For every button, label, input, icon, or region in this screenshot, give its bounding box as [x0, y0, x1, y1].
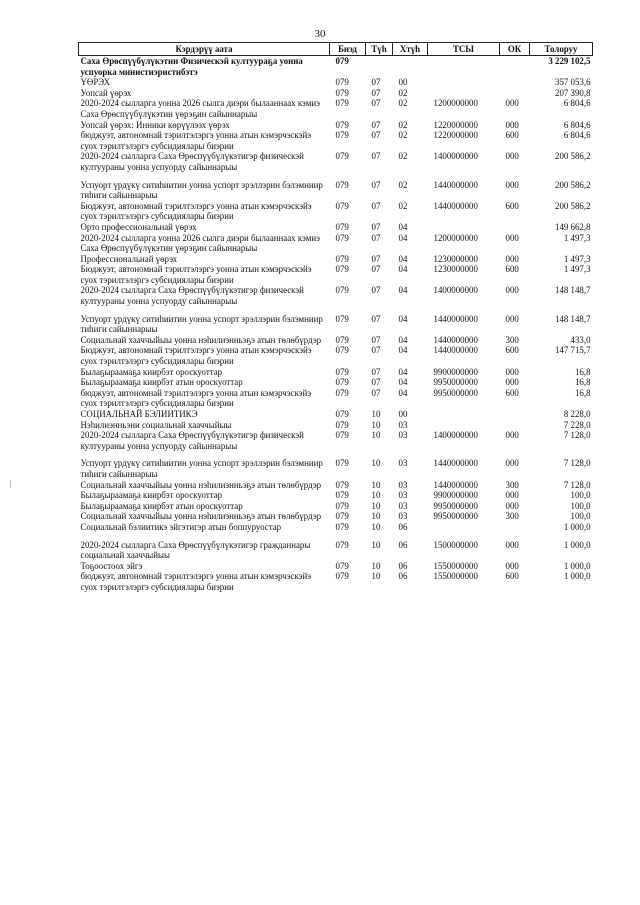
table-row: [79, 120, 593, 131]
row-b: 079: [335, 458, 349, 469]
row-amount: 1 000,0: [563, 521, 591, 532]
row-amount: 7 128,0: [563, 430, 591, 441]
row-name: Успуорт үрдүкү ситиһиитин уонна успорт эрэллэрин бэлэмниир тиһиги сайыннарыы: [80, 179, 323, 201]
row-x: 04: [398, 387, 408, 398]
table-row: [79, 77, 593, 88]
row-tsy: 1440000000: [433, 313, 478, 324]
header-name: Кэрдэрүү аата: [79, 43, 330, 56]
row-name: Социальнай хааччыйыы уонна нэһилиэнньэҕэ атын төлөбүрдэр: [80, 511, 322, 522]
table-row: [79, 130, 593, 151]
table-row: [79, 480, 593, 491]
row-tsy: 1230000000: [433, 253, 478, 264]
page-number: 30: [314, 28, 326, 40]
row-name: ҮӨРЭХ: [80, 77, 111, 88]
header-ok: ОК: [500, 43, 530, 56]
row-amount: 6 804,6: [563, 98, 591, 109]
row-name: Профессиональнай үөрэх: [80, 253, 178, 264]
row-ok: 600: [505, 130, 519, 141]
row-b: 079: [335, 253, 349, 264]
row-ok: 600: [505, 200, 519, 211]
row-ok: [500, 77, 530, 88]
row-b: 079: [335, 490, 349, 501]
row-amount: 6 804,6: [563, 130, 591, 141]
table-row: [79, 307, 593, 335]
row-t: 07: [371, 98, 381, 109]
row-x: 06: [398, 560, 408, 571]
table-row: [79, 561, 593, 572]
row-name: Бюджуэт, автономнай тэрилтэлэргэ уонна атын кэмэрчэскэйэ суох тэрилтэлэргэ субсидиялары биэрии: [80, 200, 312, 222]
row-tsy: [428, 77, 500, 88]
row-name: Бюджуэт, автономнай тэрилтэлэргэ уонна атын кэмэрчэскэйэ суох тэрилтэлэргэ субсидиялары биэрии: [80, 345, 312, 367]
row-b: 079: [335, 430, 349, 441]
row-name: 2020-2024 сылларга Саха Өрөспүүбүлүкэтигэр гражданнары социальнай хааччыйыы: [80, 539, 311, 561]
row-ok: 000: [505, 119, 519, 130]
row-name: Былаҕыраамаҕа киирбэт атын ороскуоттар: [80, 500, 243, 511]
row-name: Социальнай бэлиитикэ эйгэтигэр атын боппуруостар: [80, 521, 282, 532]
row-ok: 000: [505, 366, 519, 377]
row-x: 04: [398, 221, 408, 232]
row-name: Уопсай үөрэх: [80, 87, 132, 98]
row-amount: 8 228,0: [563, 409, 591, 419]
header-t: Түһ: [366, 43, 393, 56]
table-row: [79, 345, 593, 366]
table-row: [79, 173, 593, 201]
row-x: 04: [398, 264, 408, 275]
row-tsy: [428, 88, 500, 99]
row-t: 07: [371, 200, 381, 211]
row-ok: 000: [505, 285, 519, 296]
row-x: 04: [398, 377, 408, 388]
row-t: 10: [371, 560, 381, 571]
header-tsy: ТСЫ: [428, 43, 500, 56]
row-x: 03: [398, 430, 408, 441]
table-row: [79, 98, 593, 119]
row-x: 04: [398, 334, 408, 345]
row-t: 10: [371, 500, 381, 511]
row-ok: 600: [505, 345, 519, 356]
row-tsy: 1550000000: [433, 571, 478, 582]
row-name: Былаҕыраамаҕа киирбэт ороскуоттар: [80, 366, 223, 377]
row-t: 07: [371, 179, 381, 190]
row-b: 079: [335, 366, 349, 377]
table-row: [79, 430, 593, 451]
row-t: 07: [371, 313, 381, 324]
table-row: [79, 522, 593, 533]
row-amount: 200 586,2: [555, 179, 591, 190]
row-tsy: [428, 409, 500, 420]
row-name: Успуорт үрдүкү ситиһиитин уонна успорт эрэллэрин бэлэмниир тиһиги сайыннарыы: [80, 458, 323, 479]
row-t: 07: [371, 77, 381, 88]
row-t: 07: [371, 221, 381, 232]
row-tsy: 1440000000: [433, 345, 478, 356]
row-b: 079: [335, 539, 349, 550]
row-b: 079: [335, 479, 349, 490]
row-tsy: 1440000000: [433, 200, 478, 211]
row-ok: 600: [505, 387, 519, 398]
row-ok: 600: [505, 571, 519, 582]
table-row: [79, 285, 593, 306]
row-ok: 000: [505, 179, 519, 190]
row-amount: 16,8: [574, 377, 591, 388]
row-name: Орто профессиональнай үөрэх: [80, 221, 197, 232]
table-row: [79, 233, 593, 254]
row-tsy: 1230000000: [433, 264, 478, 275]
row-amount: 1 000,0: [563, 560, 591, 571]
table-header-row: [79, 43, 593, 56]
row-b: 079: [335, 571, 349, 582]
row-name: Уопсай үөрэх: Инники көрүүлээх үөрэх: [80, 119, 230, 130]
row-name: Былаҕыраамаҕа киирбэт атын ороскуоттар: [80, 377, 243, 388]
row-amount: 147 715,7: [555, 345, 591, 356]
row-name: бюджуэт, автономнай тэрилтэлэргэ уонна атын кэмэрчэскэйэ суох тэрилтэлэргэ субсидиялары биэрии: [80, 387, 312, 409]
row-b: 079: [335, 500, 349, 511]
row-t: 07: [371, 334, 381, 345]
row-b: 079: [335, 387, 349, 398]
row-ok: [500, 409, 530, 420]
row-t: [366, 56, 393, 78]
row-t: 07: [371, 285, 381, 296]
row-amount: 6 804,6: [563, 119, 591, 130]
row-amount: 7 128,0: [563, 458, 591, 469]
row-tsy: 1400000000: [433, 430, 478, 441]
row-x: 04: [398, 313, 408, 324]
row-x: 00: [398, 77, 408, 88]
row-ok: [500, 88, 530, 99]
row-b: 079: [335, 221, 349, 232]
row-ok: [500, 56, 530, 78]
row-name: 2020-2024 сылларга уонна 2026 сылга диэри былааннаах кэмиэ Саха Өрөспүүбүлүкэтин үөрэҕин сайыннарыы: [80, 232, 320, 254]
header-b: Биэд: [330, 43, 366, 56]
row-t: 07: [371, 119, 381, 130]
row-b: 079: [335, 377, 349, 388]
row-ok: [500, 222, 530, 233]
row-t: 07: [371, 345, 381, 356]
row-ok: 000: [505, 377, 519, 388]
row-b: 079: [335, 560, 349, 571]
row-b: 079: [335, 151, 349, 162]
row-amount: 149 662,8: [555, 221, 591, 232]
row-b: 079: [335, 313, 349, 324]
row-b: 079: [335, 409, 349, 419]
row-t: 10: [371, 490, 381, 501]
row-amount: 1 497,3: [563, 253, 591, 264]
table-row: [79, 490, 593, 501]
row-x: 03: [398, 479, 408, 490]
row-tsy: 9900000000: [433, 490, 478, 501]
table-row: [79, 377, 593, 388]
row-amount: 100,0: [570, 490, 591, 501]
row-b: 079: [335, 264, 349, 275]
row-name: 2020-2024 сылларга уонна 2026 сылга диэри былааннаах кэмиэ Саха Өрөспүүбүлүкэтин үөрэҕин сайыннарыы: [80, 98, 320, 119]
row-name: бюджуэт, автономнай тэрилтэлэргэ уонна атын кэмэрчэскэйэ суох тэрилтэлэргэ субсидиялары биэрии: [80, 130, 312, 151]
table-row: [79, 201, 593, 222]
row-amount: 433,0: [570, 334, 591, 345]
row-b: 079: [335, 345, 349, 356]
row-t: 10: [371, 479, 381, 490]
row-b: 079: [335, 200, 349, 211]
row-tsy: 1500000000: [433, 539, 478, 550]
row-amount: 200 586,2: [555, 151, 591, 162]
row-x: 02: [398, 130, 408, 141]
row-ok: [500, 522, 530, 533]
row-tsy: 1440000000: [433, 334, 478, 345]
row-b: 079: [335, 179, 349, 190]
row-ok: 000: [505, 539, 519, 550]
budget-table: [78, 42, 593, 593]
row-x: 04: [398, 366, 408, 377]
table-row: [79, 571, 593, 592]
row-amount: 16,8: [574, 387, 591, 398]
row-name: 2020-2024 сылларга Саха Өрөспүүбүлүкэтигэр физическэй култуураны уонна успуорду сайыннарыы: [80, 285, 304, 307]
row-x: 06: [398, 521, 408, 532]
row-t: 10: [371, 458, 381, 469]
row-name: Былаҕыраамаҕа киирбэт ороскуоттар: [80, 490, 223, 501]
row-ok: 000: [505, 458, 519, 469]
table-row: [79, 151, 593, 172]
row-t: 10: [371, 571, 381, 582]
row-amount: 200 586,2: [555, 200, 591, 211]
row-x: 03: [398, 490, 408, 501]
row-b: 079: [335, 232, 349, 243]
row-ok: 000: [505, 490, 519, 501]
row-tsy: 1400000000: [433, 151, 478, 162]
row-amount: 207 390,8: [555, 87, 591, 98]
row-t: 07: [371, 253, 381, 264]
row-ok: 300: [505, 511, 519, 522]
row-name: СОЦИАЛЬНАЙ БЭЛИИТИКЭ: [80, 409, 198, 419]
row-amount: 1 000,0: [563, 539, 591, 550]
row-name: Тоҕоостоох эйгэ: [80, 560, 143, 571]
row-amount: 148 148,7: [555, 313, 591, 324]
row-amount: 357 053,6: [555, 77, 591, 88]
row-ok: 000: [505, 232, 519, 243]
table-row: [79, 388, 593, 409]
row-t: 07: [371, 130, 381, 141]
row-name: бюджуэт, автономнай тэрилтэлэргэ уонна атын кэмэрчэскэйэ суох тэрилтэлэргэ субсидиялары биэрии: [80, 571, 312, 592]
row-t: 07: [371, 232, 381, 243]
row-b: 079: [335, 511, 349, 522]
row-t: 10: [371, 511, 381, 522]
row-tsy: 1440000000: [433, 458, 478, 469]
row-t: 07: [371, 87, 381, 98]
row-amount: 1 497,3: [563, 232, 591, 243]
row-amount: 1 000,0: [563, 571, 591, 582]
row-amount: 100,0: [570, 500, 591, 511]
row-amount: 3 229 102,5: [548, 56, 591, 66]
row-tsy: [428, 222, 500, 233]
table-row: [79, 254, 593, 265]
row-ok: [500, 420, 530, 431]
row-x: 06: [398, 539, 408, 550]
row-name: Успуорт үрдүкү ситиһиитин уонна успорт эрэллэрин бэлэмниир тиһиги сайыннарыы: [80, 313, 323, 335]
row-b: 079: [335, 87, 349, 98]
row-amount: 7 228,0: [563, 419, 591, 430]
row-ok: 000: [505, 560, 519, 571]
row-tsy: 9950000000: [433, 500, 478, 511]
table-row: [79, 409, 593, 420]
row-name: Социальнай хааччыйыы уонна нэһилиэнньэҕэ атын төлөбүрдэр: [80, 479, 322, 490]
row-tsy: [428, 420, 500, 431]
row-x: 04: [398, 345, 408, 356]
row-b: 079: [335, 56, 349, 66]
row-name: 2020-2024 сылларга Саха Өрөспүүбүлүкэтигэр физическэй култуураны уонна успуорду сайыннарыы: [80, 151, 304, 172]
row-x: 04: [398, 285, 408, 296]
row-t: 07: [371, 377, 381, 388]
row-t: 10: [371, 409, 381, 419]
row-x: 03: [398, 511, 408, 522]
row-x: 02: [398, 87, 408, 98]
row-b: 079: [335, 77, 349, 88]
row-t: 07: [371, 151, 381, 162]
table-body: [79, 56, 593, 593]
row-tsy: 1440000000: [433, 479, 478, 490]
row-x: 04: [398, 253, 408, 264]
row-ok: 600: [505, 264, 519, 275]
row-x: 02: [398, 98, 408, 109]
row-tsy: 9950000000: [433, 387, 478, 398]
row-tsy: 1220000000: [433, 130, 478, 141]
row-amount: 148 148,7: [555, 285, 591, 296]
row-t: 10: [371, 539, 381, 550]
row-t: 07: [371, 366, 381, 377]
row-x: 02: [398, 179, 408, 190]
row-amount: 16,8: [574, 366, 591, 377]
row-ok: 000: [505, 430, 519, 441]
row-tsy: 1200000000: [433, 232, 478, 243]
row-tsy: 9900000000: [433, 366, 478, 377]
row-tsy: [428, 522, 500, 533]
header-amount: Толоруу: [530, 43, 593, 56]
row-x: 03: [398, 500, 408, 511]
table-row: [79, 501, 593, 512]
row-b: 079: [335, 521, 349, 532]
row-ok: 300: [505, 479, 519, 490]
row-x: 00: [398, 409, 408, 419]
table-row: [79, 56, 593, 78]
row-tsy: 9950000000: [433, 511, 478, 522]
row-b: 079: [335, 285, 349, 296]
row-tsy: [428, 56, 500, 78]
header-x: Хтүһ: [393, 43, 428, 56]
row-x: 02: [398, 151, 408, 162]
row-tsy: 1550000000: [433, 560, 478, 571]
row-x: [393, 56, 428, 78]
row-tsy: 1220000000: [433, 119, 478, 130]
row-x: 06: [398, 571, 408, 582]
row-b: 079: [335, 119, 349, 130]
row-x: 04: [398, 232, 408, 243]
row-name: Нэһилиэнньэни социальнай хааччыйыы: [80, 419, 232, 430]
row-t: 07: [371, 264, 381, 275]
row-x: 02: [398, 200, 408, 211]
row-tsy: 1400000000: [433, 285, 478, 296]
table-row: [79, 451, 593, 479]
row-t: 10: [371, 430, 381, 441]
row-tsy: 9950000000: [433, 377, 478, 388]
row-name: Социальнай хааччыйыы уонна нэһилиэнньэҕэ атын төлөбүрдэр: [80, 334, 322, 345]
row-b: 079: [335, 419, 349, 430]
scan-edge-mark: [10, 480, 15, 488]
table-row: [79, 335, 593, 346]
row-amount: 7 128,0: [563, 479, 591, 490]
row-amount: 100,0: [570, 511, 591, 522]
row-x: 02: [398, 119, 408, 130]
row-amount: 1 497,3: [563, 264, 591, 275]
row-b: 079: [335, 98, 349, 109]
row-x: 03: [398, 458, 408, 469]
row-ok: 000: [505, 98, 519, 109]
row-ok: 000: [505, 253, 519, 264]
row-tsy: 1200000000: [433, 98, 478, 109]
row-name: Саха Өрөспүүбүлүкэтин Физическэй култуураҕа уонна успуорка министиэристибэтэ: [80, 56, 303, 77]
table-row: [79, 511, 593, 522]
row-ok: 300: [505, 334, 519, 345]
table-row: [79, 264, 593, 285]
row-t: 07: [371, 387, 381, 398]
table-row: [79, 533, 593, 561]
row-ok: 000: [505, 500, 519, 511]
row-b: 079: [335, 130, 349, 141]
table-row: [79, 222, 593, 233]
row-ok: 000: [505, 151, 519, 162]
row-t: 10: [371, 419, 381, 430]
table-row: [79, 367, 593, 378]
row-x: 03: [398, 419, 408, 430]
row-tsy: 1440000000: [433, 179, 478, 190]
table-row: [79, 420, 593, 431]
row-ok: 000: [505, 313, 519, 324]
row-t: 10: [371, 521, 381, 532]
table-row: [79, 88, 593, 99]
row-name: Бюджуэт, автономнай тэрилтэлэргэ уонна атын кэмэрчэскэйэ суох тэрилтэлэргэ субсидиялары биэрии: [80, 264, 312, 285]
row-name: 2020-2024 сылларга Саха Өрөспүүбүлүкэтигэр физическэй култуураны уонна успуорду сайыннарыы: [80, 430, 304, 451]
row-b: 079: [335, 334, 349, 345]
